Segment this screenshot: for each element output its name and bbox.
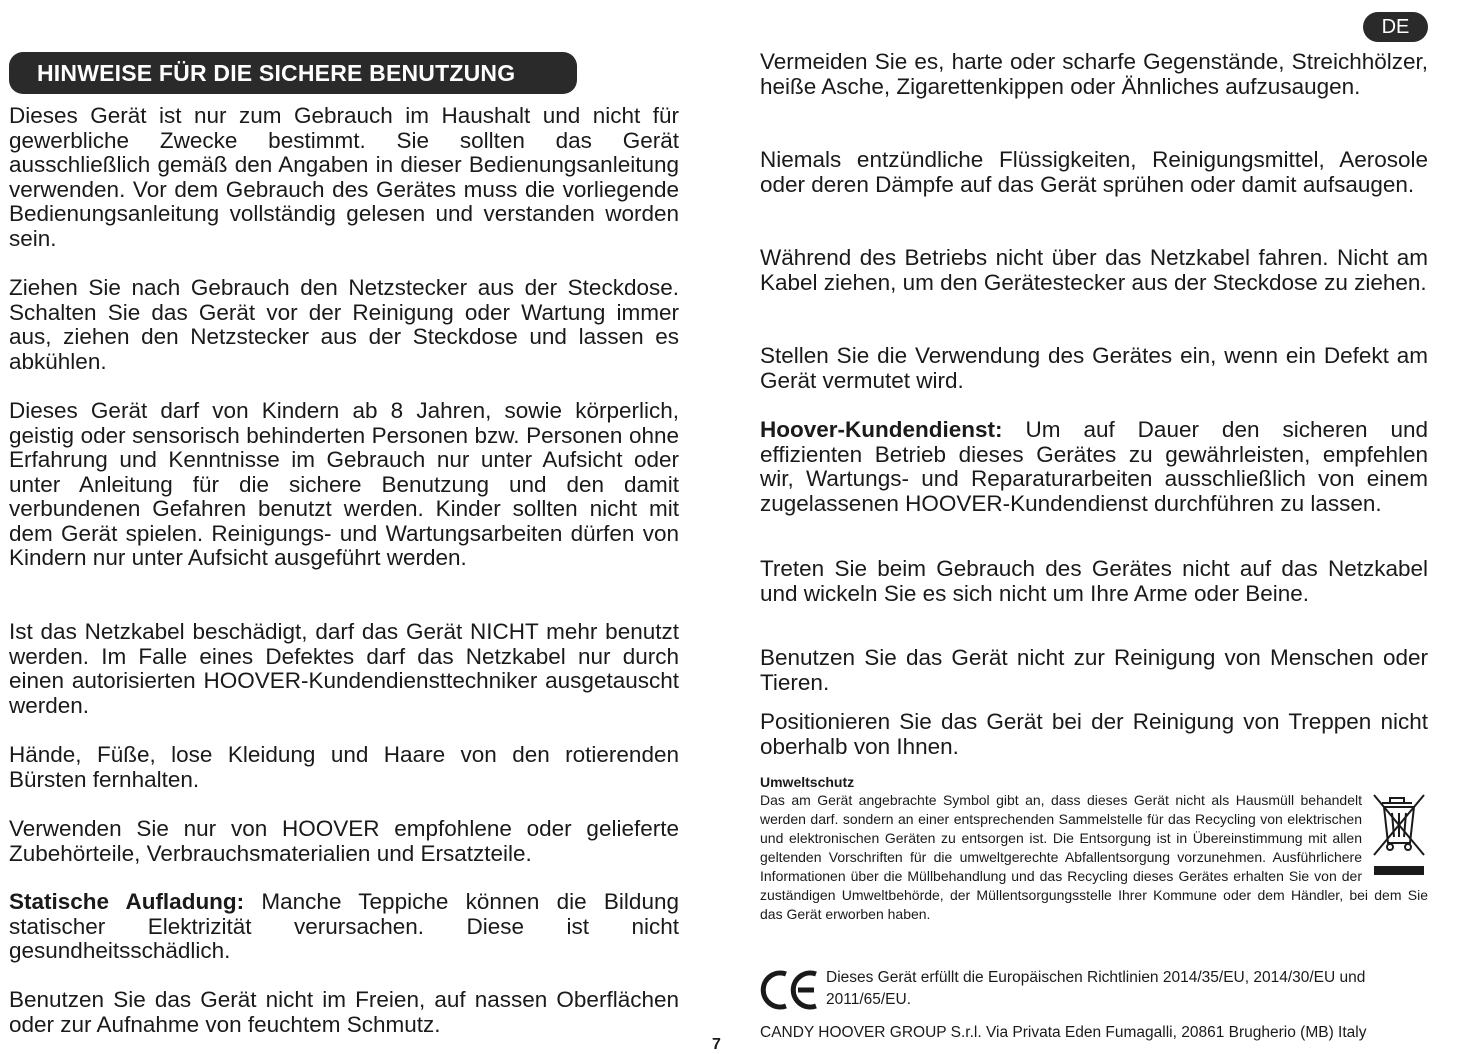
paragraph-stairs: Positionieren Sie das Gerät bei der Reinigung von Treppen nicht oberhalb von Ihnen.: [760, 709, 1428, 759]
section-heading: HINWEISE FÜR DIE SICHERE BENUTZUNG: [9, 52, 577, 94]
environment-text: Das am Gerät angebrachte Symbol gibt an, dass dieses Gerät nicht als Hausmüll behandelt werden darf. sondern an einer entsprechenden Sammelstelle für das Recycling von elektrischen und elektronischen Geräten zu entsorgen ist. Die Entsorgung ist in Übereinstimmung mit allen geltenden Vorschriften für die umweltgerechte Abfallentsorgung vorzunehmen. Ausführlichere Informationen über die Müllbehandlung und das Recycling dieses Gerätes erhalten Sie von der zuständigen Umweltbehörde, der Müllentsorgungsstelle Ihrer Kommune oder dem Händler, bei dem Sie das Gerät erworben haben.: [760, 792, 1428, 922]
paragraph-defect: Stellen Sie die Verwendung des Gerätes ein, wenn ein Defekt am Gerät vermutet wird.: [760, 343, 1428, 393]
paragraph-cable-step: Treten Sie beim Gebrauch des Gerätes nicht auf das Netzkabel und wickeln Sie es sich nicht um Ihre Arme oder Beine.: [760, 556, 1428, 606]
paragraph-accessories: Verwenden Sie nur von HOOVER empfohlene oder gelieferte Zubehörteile, Verbrauchsmaterialien und Ersatzteile.: [9, 816, 679, 866]
paragraph-household-use: Dieses Gerät ist nur zum Gebrauch im Haushalt und nicht für gewerbliche Zwecke bestimmt. Sie sollten das Gerät ausschließlich gemäß den Angaben in dieser Bedienungsanleitung verwenden. Vor dem Gebrauch des Gerätes muss die vorliegende Bedienungsanleitung vollständig gelesen und verstanden worden sein.: [9, 103, 679, 251]
page-number: 7: [712, 1036, 721, 1053]
company-address-footer: CANDY HOOVER GROUP S.r.l. Via Privata Eden Fumagalli, 20861 Brugherio (MB) Italy: [760, 1024, 1367, 1041]
crossed-out-wheelie-bin-icon: [1368, 793, 1428, 883]
paragraph-rotating-brushes: Hände, Füße, lose Kleidung und Haare von den rotierenden Bürsten fernhalten.: [9, 742, 679, 792]
customer-service-label: Hoover-Kundendienst:: [760, 417, 1003, 442]
paragraph-children: Dieses Gerät darf von Kindern ab 8 Jahren, sowie körperlich, geistig oder sensorisch behinderten Personen bzw. Personen ohne Erfahrung und Kenntnisse im Gebrauch nur unter Aufsicht oder unter Anleitung für die sichere Benutzung und den damit verbundenen Gefahren benutzt werden. Kinder sollten nicht mit dem Gerät spielen. Reinigungs- und Wartungsarbeiten dürfen von Kindern nur unter Aufsicht ausgeführt werden.: [9, 398, 679, 570]
static-charge-label: Statische Aufladung:: [9, 889, 245, 914]
ce-compliance-text: Dieses Gerät erfüllt die Europäischen Richtlinien 2014/35/EU, 2014/30/EU und 2011/65/EU.: [826, 969, 1366, 1008]
paragraph-unplug: Ziehen Sie nach Gebrauch den Netzstecker aus der Steckdose. Schalten Sie das Gerät vor der Reinigung oder Wartung immer aus, ziehen den Netzstecker aus der Steckdose und lassen es abkühlen.: [9, 275, 679, 374]
paragraph-power-cord: Ist das Netzkabel beschädigt, darf das Gerät NICHT mehr benutzt werden. Im Falle eines Defektes darf das Netzkabel nur durch einen autorisierten HOOVER-Kundendiensttechniker ausgetauscht werden.: [9, 619, 679, 718]
paragraph-outdoor-use: Benutzen Sie das Gerät nicht im Freien, auf nassen Oberflächen oder zur Aufnahme von feuchtem Schmutz.: [9, 987, 679, 1037]
environment-block: [760, 791, 1428, 924]
paragraph-flammable-liquids: Niemals entzündliche Flüssigkeiten, Reinigungsmittel, Aerosole oder deren Dämpfe auf das Gerät sprühen oder damit aufsaugen.: [760, 147, 1428, 197]
customer-service-text: Um auf Dauer den sicheren und effizienten Betrieb dieses Gerätes zu gewährleisten, empfehlen wir, Wartungs- und Reparaturarbeiten ausschließlich von einem zugelassenen HOOVER-Kundendienst durchführen zu lassen.: [760, 417, 1428, 516]
paragraph-people-animals: Benutzen Sie das Gerät nicht zur Reinigung von Menschen oder Tieren.: [760, 645, 1428, 695]
paragraph-static-charge: [9, 890, 679, 964]
static-charge-text: Manche Teppiche können die Bildung statischer Elektrizität verursachen. Diese ist nicht gesundheitsschädlich.: [9, 889, 679, 963]
environment-heading: Umweltschutz: [760, 774, 855, 790]
paragraph-sharp-objects: Vermeiden Sie es, harte oder scharfe Gegenstände, Streichhölzer, heiße Asche, Zigarettenkippen oder Ähnliches aufzusaugen.: [760, 49, 1428, 99]
paragraph-customer-service: [760, 418, 1428, 516]
ce-mark-icon: [760, 968, 822, 1012]
language-badge: DE: [1363, 12, 1428, 42]
paragraph-cable-handling: Während des Betriebs nicht über das Netzkabel fahren. Nicht am Kabel ziehen, um den Gerätestecker aus der Steckdose zu ziehen.: [760, 245, 1428, 295]
